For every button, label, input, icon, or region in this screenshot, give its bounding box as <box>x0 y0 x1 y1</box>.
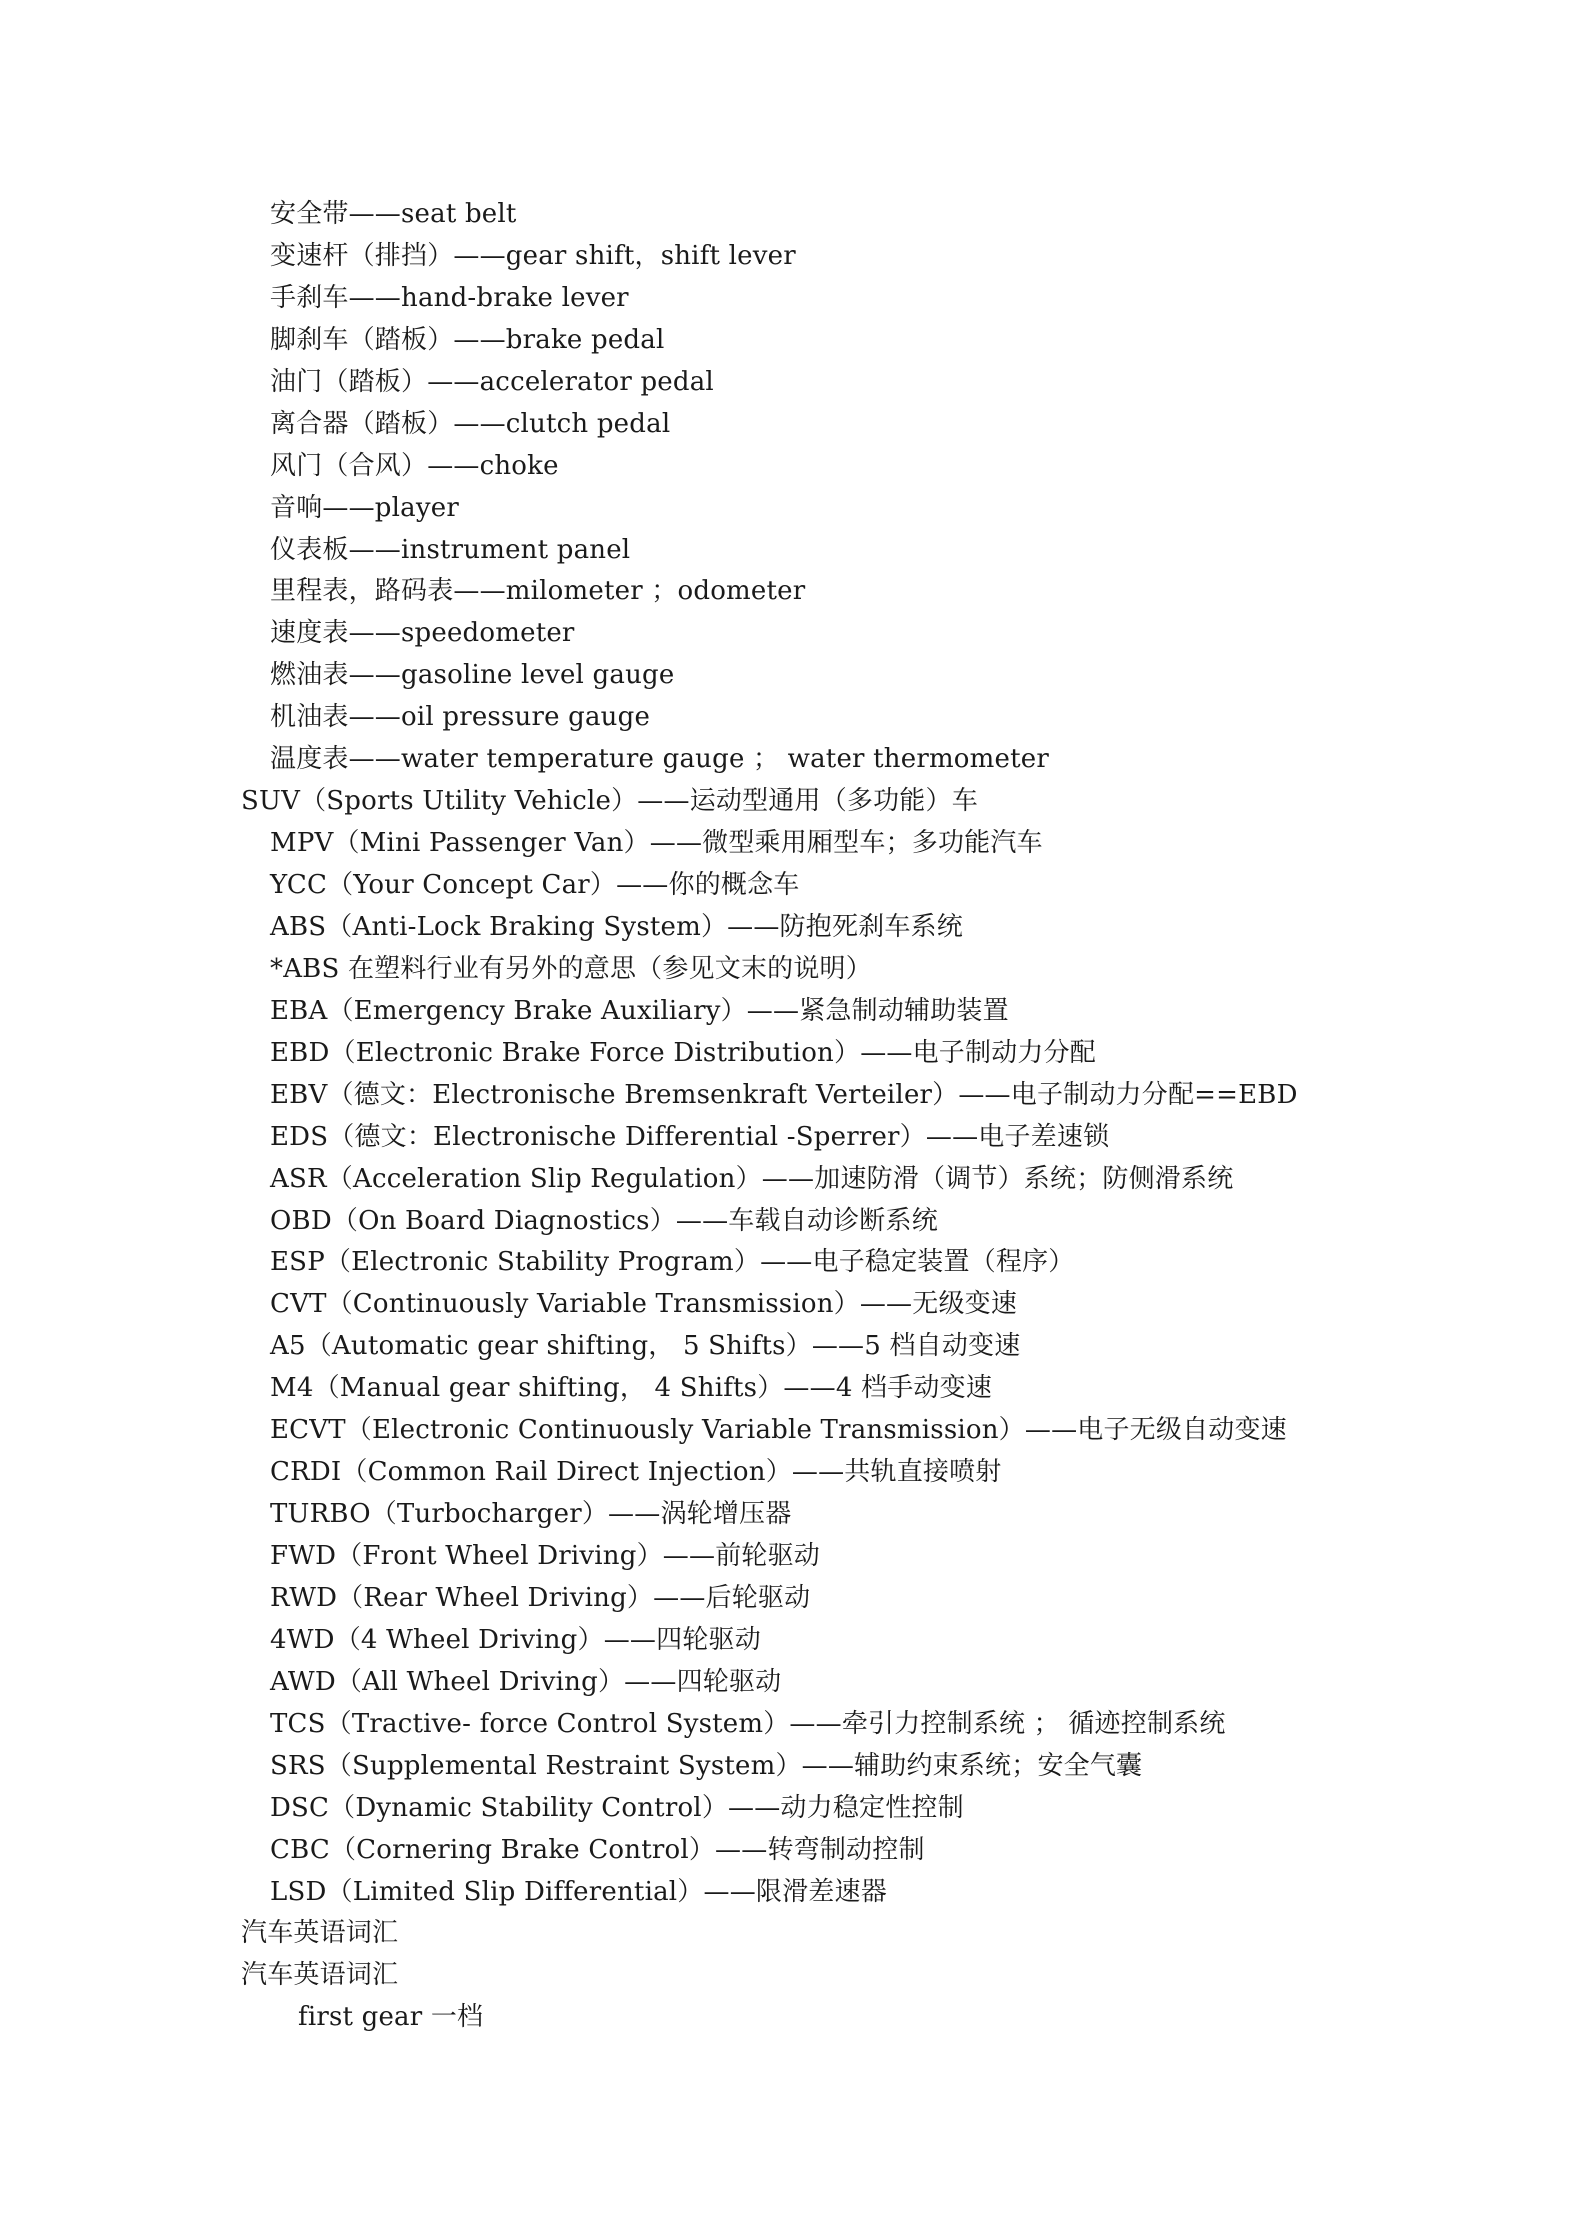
list-item: 安全带——seat belt <box>270 199 517 229</box>
vocabulary-list <box>0 194 1584 2039</box>
list-item: FWD（Front Wheel Driving）——前轮驱动 <box>270 1541 820 1571</box>
list-item: CRDI（Common Rail Direct Injection）——共轨直接喷射 <box>270 1457 1002 1488</box>
list-item: ABS（Anti-Lock Braking System）——防抱死刹车系统 <box>270 911 963 942</box>
list-item: AWD（All Wheel Driving）——四轮驱动 <box>270 1666 782 1697</box>
list-item: CBC（Cornering Brake Control）——转弯制动控制 <box>270 1834 925 1865</box>
list-item: OBD（On Board Diagnostics）——车载自动诊断系统 <box>270 1205 938 1236</box>
list-item: 风门（合风）——choke <box>270 450 559 481</box>
list-item: TCS（Tractive- force Control System）——牵引力控制系统 ； 循迹控制系统 <box>270 1708 1226 1739</box>
list-item: ECVT（Electronic Continuously Variable Transmission）——电子无级自动变速 <box>270 1415 1287 1446</box>
list-item: EBV（德文：Electronische Bremsenkraft Verteiler）——电子制动力分配==EBD <box>270 1079 1298 1110</box>
list-item: ESP（Electronic Stability Program）——电子稳定装置（程序） <box>270 1247 1075 1278</box>
list-item: 速度表——speedometer <box>270 618 575 649</box>
list-item: 离合器（踏板）——clutch pedal <box>270 408 671 439</box>
list-item: 脚刹车（踏板）——brake pedal <box>270 324 665 355</box>
list-item: A5（Automatic gear shifting， 5 Shifts）——5 档自动变速 <box>270 1331 1021 1362</box>
list-item: first gear 一档 <box>298 2002 484 2033</box>
list-item: DSC（Dynamic Stability Control）——动力稳定性控制 <box>270 1792 964 1823</box>
list-item: YCC（Your Concept Car）——你的概念车 <box>270 870 800 900</box>
list-item: 音响——player <box>270 492 459 523</box>
list-item: ASR（Acceleration Slip Regulation）——加速防滑（调节）系统；防侧滑系统 <box>270 1163 1234 1194</box>
list-item: EDS（德文：Electronische Differential -Sperrer）——电子差速锁 <box>270 1121 1110 1152</box>
list-item: EBD（Electronic Brake Force Distribution）——电子制动力分配 <box>270 1037 1096 1068</box>
list-item: LSD（Limited Slip Differential）——限滑差速器 <box>270 1876 887 1907</box>
list-item: 油门（踏板）——accelerator pedal <box>270 366 714 397</box>
list-item: 4WD（4 Wheel Driving）——四轮驱动 <box>270 1624 761 1655</box>
list-item: *ABS 在塑料行业有另外的意思（参见文末的说明） <box>270 953 872 984</box>
list-item: CVT（Continuously Variable Transmission）——无级变速 <box>270 1289 1018 1320</box>
list-item: TURBO（Turbocharger）——涡轮增压器 <box>270 1499 792 1530</box>
list-item: M4（Manual gear shifting， 4 Shifts）——4 档手动变速 <box>270 1373 993 1404</box>
list-item: MPV（Mini Passenger Van）——微型乘用厢型车；多功能汽车 <box>270 828 1043 859</box>
list-item: EBA（Emergency Brake Auxiliary）——紧急制动辅助装置 <box>270 995 1009 1026</box>
list-item: SRS（Supplemental Restraint System）——辅助约束系统；安全气囊 <box>270 1750 1143 1781</box>
list-item: 里程表，路码表——milometer ；odometer <box>270 576 806 607</box>
list-item: 机油表——oil pressure gauge <box>270 702 651 733</box>
list-item: 燃油表——gasoline level gauge <box>270 660 675 691</box>
list-item: 手刹车——hand-brake lever <box>270 282 629 313</box>
list-item: 汽车英语词汇 <box>241 1960 399 1991</box>
list-item: RWD（Rear Wheel Driving）——后轮驱动 <box>270 1582 811 1613</box>
list-item: 温度表——water temperature gauge ； water thermometer <box>270 744 1049 775</box>
list-item: 仪表板——instrument panel <box>270 534 631 565</box>
list-item: SUV（Sports Utility Vehicle）——运动型通用（多功能）车 <box>241 786 978 817</box>
list-item: 汽车英语词汇 <box>241 1918 399 1949</box>
list-item: 变速杆（排挡）——gear shift，shift lever <box>270 240 796 271</box>
